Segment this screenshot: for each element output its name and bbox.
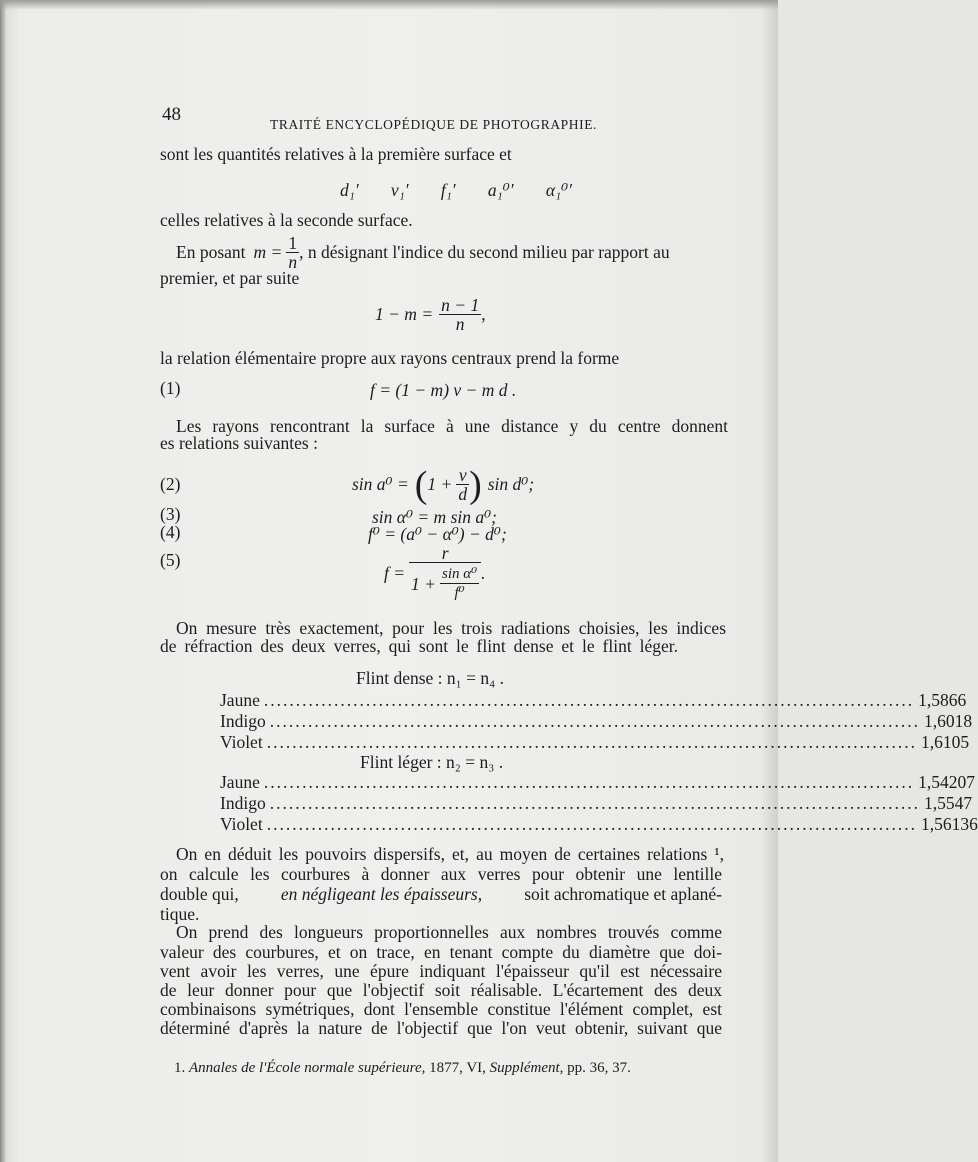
equation-label: (2) [160, 474, 181, 494]
page-top-shadow [0, 0, 778, 10]
paragraph-line: tique. [160, 904, 200, 924]
equation-lhs: sin a⁰ = [352, 474, 409, 494]
equation-tail: , [481, 304, 486, 324]
equation-tail: sin d⁰; [487, 474, 535, 494]
fraction [439, 296, 481, 333]
leader-dots: ...................................................................................................... [263, 690, 915, 710]
color-name: Jaune [220, 772, 260, 792]
text-fragment: soit achromatique et aplané- [524, 884, 722, 904]
fraction-denominator: n [288, 252, 298, 272]
color-name: Violet [220, 814, 263, 834]
paragraph-line: combinaisons symétriques, dont l'ensemble constitue l'élément complet, est [160, 999, 722, 1019]
equation-tail: . [481, 562, 486, 583]
emphasis-text: en négligeant les épaisseurs, [280, 884, 483, 904]
fraction [409, 544, 481, 602]
page-number: 48 [162, 104, 181, 125]
equation-part: 1 + [411, 573, 436, 594]
color-name: Indigo [220, 793, 266, 813]
paragraph-line: On mesure très exactement, pour les trois radiations choisies, les indices [176, 618, 726, 638]
equation-lhs: f = [384, 562, 406, 583]
quantity-item: α₁⁰′ [545, 180, 572, 200]
index-value: 1,6105 [920, 732, 970, 752]
index-value: 1,5866 [918, 690, 967, 710]
color-name: Jaune [220, 690, 260, 710]
nested-fraction [440, 565, 479, 602]
footnote [174, 1060, 631, 1077]
equation-lhs: 1 − m = [375, 304, 434, 324]
equation-label: (5) [160, 550, 181, 570]
equation-1: f = (1 − m) v − m d . [370, 380, 517, 400]
paragraph-line: valeur des courbures, et on trace, en tenant compte du diamètre que doi- [160, 942, 722, 962]
index-table [220, 772, 978, 835]
text-fragment: double qui, [160, 884, 239, 904]
open-paren: ( [414, 463, 428, 506]
quantity-item: f₁′ [440, 180, 456, 200]
equation-one-minus-m [375, 296, 486, 333]
table-row [220, 814, 978, 835]
equation-label: (4) [160, 522, 181, 542]
equation-label: (1) [160, 378, 181, 398]
equation-3: sin α⁰ = m sin a⁰; [372, 507, 497, 527]
fraction-denominator: n [455, 314, 465, 334]
leader-dots: ...................................................................................................... [269, 711, 920, 731]
index-table [220, 690, 973, 753]
paragraph-line: On prend des longueurs proportionnelles aux nombres trouvés comme [176, 922, 722, 942]
index-value: 1,5547 [923, 793, 973, 813]
fraction-numerator: v [456, 466, 469, 485]
index-value: 1,56136 [920, 814, 978, 834]
paragraph-line: de leur donner pour que l'objectif soit réalisable. L'écartement des deux [160, 980, 722, 1000]
text-fragment: , n désignant l'indice du second milieu par rapport au [299, 242, 670, 262]
equation-lhs: m = [253, 242, 283, 262]
footnote-text: 1877, VI, [429, 1060, 486, 1076]
paragraph-line: On en déduit les pouvoirs dispersifs, et, au moyen de certaines relations ¹, [176, 844, 724, 864]
text-line: la relation élémentaire propre aux rayons centraux prend la forme [160, 348, 620, 368]
fraction-numerator: 1 [288, 233, 298, 253]
leader-dots: ...................................................................................................... [263, 772, 915, 792]
quantities-list [340, 180, 572, 201]
paragraph-line [160, 884, 722, 905]
equation-5 [384, 544, 486, 602]
page-edge-shadow [0, 0, 6, 1162]
paragraph-line: vent avoir les verres, une épure indiquant l'épaisseur qu'il est nécessaire [160, 961, 722, 981]
text-line: es relations suivantes : [160, 433, 318, 453]
paragraph-line: de réfraction des deux verres, qui sont le flint dense et le flint léger. [160, 636, 678, 656]
leader-dots: ...................................................................................................... [266, 814, 917, 834]
quantity-item: a₁⁰′ [487, 180, 514, 200]
fraction-numerator: r [409, 544, 481, 563]
running-title: TRAITÉ ENCYCLOPÉDIQUE DE PHOTOGRAPHIE. [270, 117, 598, 132]
color-name: Violet [220, 732, 263, 752]
text-line: celles relatives à la seconde surface. [160, 210, 413, 230]
index-value: 1,6018 [923, 711, 973, 731]
equation-2 [352, 463, 535, 506]
color-name: Indigo [220, 711, 266, 731]
fraction-denominator: f⁰ [454, 585, 465, 601]
table-heading: Flint léger : n₂ = n₃ . [360, 752, 504, 772]
text-line: premier, et par suite [160, 268, 300, 288]
footnote-number: 1. [174, 1060, 186, 1076]
fraction-numerator: sin α⁰ [441, 566, 478, 582]
leader-dots: ...................................................................................................... [266, 732, 917, 752]
footnote-source: Annales de l'École normale supérieure, [189, 1060, 426, 1076]
equation-part: 1 + [427, 474, 453, 494]
table-row [220, 793, 973, 814]
table-row [220, 690, 967, 711]
fraction-numerator: n − 1 [441, 295, 480, 315]
footnote-supplement: Supplément, [489, 1060, 564, 1076]
fraction-denominator [409, 563, 481, 602]
index-value: 1,54207 [918, 772, 975, 792]
paragraph-line: on calcule les courbures à donner aux verres pour obtenir une lentille [160, 864, 722, 884]
text-fragment: En posant [176, 242, 246, 262]
quantity-item: v₁′ [390, 180, 409, 200]
close-paren: ) [469, 463, 482, 506]
definition-line [176, 234, 728, 271]
quantity-item: d₁′ [340, 180, 359, 200]
leader-dots: ...................................................................................................... [269, 793, 920, 813]
equation-label: (3) [160, 504, 181, 524]
text-line: sont les quantités relatives à la première surface et [160, 144, 512, 164]
table-heading: Flint dense : n₁ = n₄ . [356, 668, 504, 688]
footnote-pages: pp. 36, 37. [567, 1060, 631, 1076]
equation-4: f⁰ = (a⁰ − α⁰) − d⁰; [368, 524, 507, 544]
table-row [220, 711, 973, 732]
paragraph-line: déterminé d'après la nature de l'objectif que l'on veut obtenir, suivant que [160, 1018, 722, 1038]
table-row [220, 732, 970, 753]
fraction [286, 234, 299, 271]
table-row [220, 772, 975, 793]
text-line: Les rayons rencontrant la surface à une distance y du centre donnent [176, 416, 728, 436]
fraction [456, 466, 469, 503]
fraction-denominator: d [458, 484, 468, 504]
